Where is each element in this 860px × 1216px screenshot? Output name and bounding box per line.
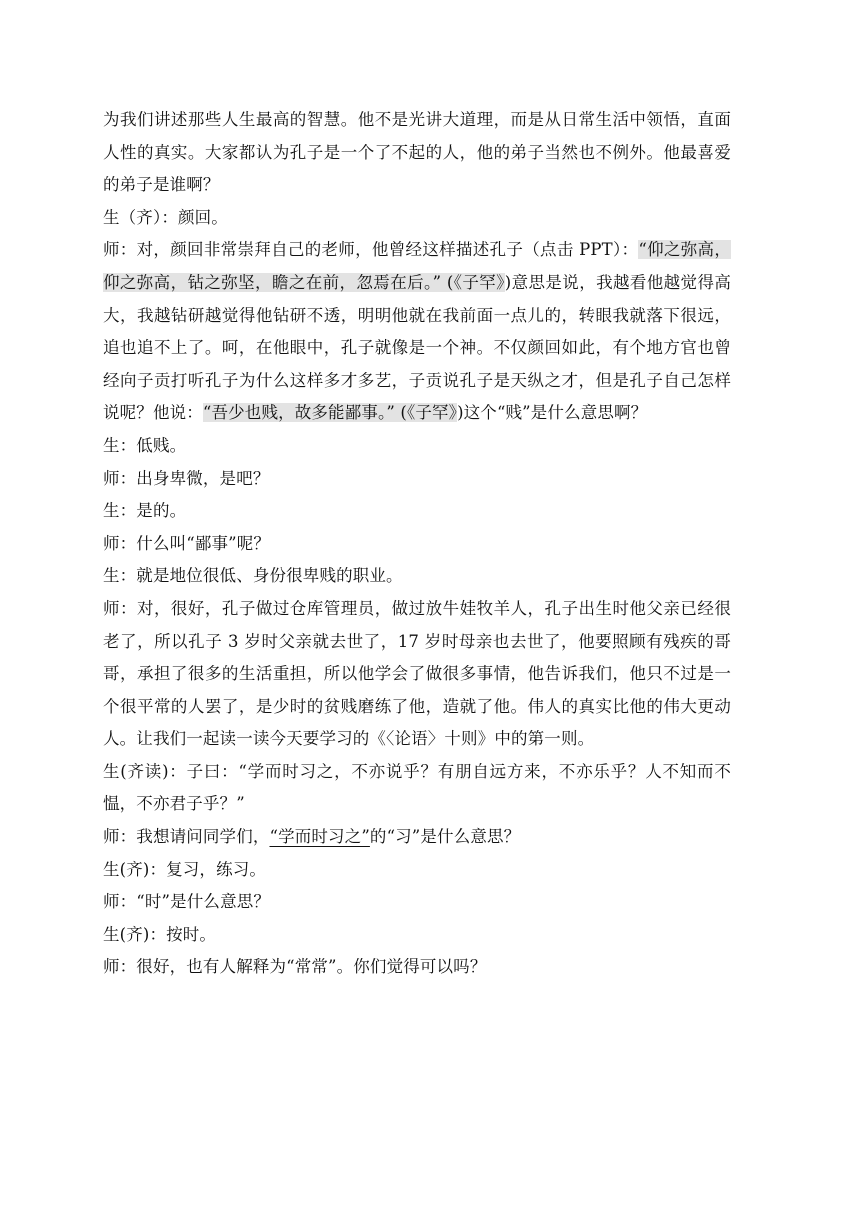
- paragraph-teacher-question: [103, 463, 731, 496]
- text-span: 生：就是地位很低、身份很卑贱的职业。: [103, 566, 403, 586]
- paragraph-student-answer: [103, 560, 731, 593]
- text-span: 师：很好，也有人解释为“常常”。你们觉得可以吗？: [103, 957, 487, 977]
- text-span: )这个“贱”是什么意思啊？: [457, 403, 648, 423]
- text-span: 师：我想请问同学们，: [103, 827, 270, 847]
- text-span: 生（齐）：颜回。: [103, 207, 228, 227]
- text-span: 师：对，很好，孔子做过仓库管理员，做过放牛娃牧羊人，孔子出生时他父亲已经很老了，所以孔子 3 岁时父亲就去世了，17 岁时母亲也去世了，他要照顾有残疾的哥哥，承担了很多的生活重担，所以他学会了做很多事情，他告诉我们，他只不过是一个很平常的人罢了，是少时的贫贱磨练了他，造就了他。伟人的真实比他的伟大更动人。让我们一起读一读今天要学习的《〈论语〉十则》中的第一则。: [103, 598, 731, 749]
- paragraph-student-answer: [103, 919, 731, 952]
- text-span: 为我们讲述那些人生最高的智慧。他不是光讲大道理，而是从日常生活中领悟，直面人性的真实。大家都认为孔子是一个了不起的人，他的弟子当然也不例外。他最喜爱的弟子是谁啊？: [103, 110, 731, 195]
- highlighted-quote: “仰之弥高，仰之弥高，钻之弥坚，瞻之在前，忽焉在后。” (《子罕》: [103, 240, 731, 292]
- text-span: 生(齐读)：子曰：“学而时习之，不亦说乎？有朋自远方来，不亦乐乎？人不知而不愠，不亦君子乎？”: [103, 761, 731, 814]
- text-span: 的“习”是什么意思？: [369, 827, 521, 847]
- underlined-phrase: “学而时习之”: [269, 827, 370, 847]
- text-span: 师：什么叫“鄙事”呢？: [103, 533, 271, 553]
- text-span: )意思是说，我越看他越觉得高大，我越钻研越觉得他钻研不透，明明他就在我前面一点儿的，转眼我就落下很远，追也追不上了。呵，在他眼中，孔子就像是一个神。不仅颜回如此，有个地方官也曾经向子贡打听孔子为什么这样多才多艺，子贡说孔子是天纵之才，但是孔子自己怎样说呢？他说：: [103, 272, 731, 423]
- paragraph-teacher-question: [103, 821, 731, 854]
- text-span: 生：低贱。: [103, 435, 187, 455]
- text-span: 生(齐)：复习，练习。: [103, 859, 267, 879]
- paragraph-teacher-question: [103, 886, 731, 919]
- paragraph-teacher-explanation: [103, 593, 731, 756]
- text-span: 生：是的。: [103, 501, 187, 521]
- paragraph-student-reading: [103, 756, 731, 821]
- paragraph-teacher-question: [103, 528, 731, 561]
- transcript-body: [103, 104, 731, 984]
- paragraph-teacher-question: [103, 951, 731, 984]
- highlighted-quote: “吾少也贱，故多能鄙事。” (《子罕》: [202, 403, 458, 423]
- paragraph-teacher-intro: [103, 104, 731, 202]
- text-span: 师：“时”是什么意思？: [103, 892, 271, 912]
- paragraph-teacher-yanhui: [103, 234, 731, 430]
- paragraph-student-answer: [103, 854, 731, 887]
- paragraph-student-answer: [103, 495, 731, 528]
- text-span: 师：出身卑微，是吧？: [103, 468, 270, 488]
- text-span: 生(齐)：按时。: [103, 924, 217, 944]
- paragraph-student-answer: [103, 202, 731, 235]
- paragraph-student-answer: [103, 430, 731, 463]
- text-span: 师：对，颜回非常崇拜自己的老师，他曾经这样描述孔子（点击 PPT）：: [103, 240, 639, 260]
